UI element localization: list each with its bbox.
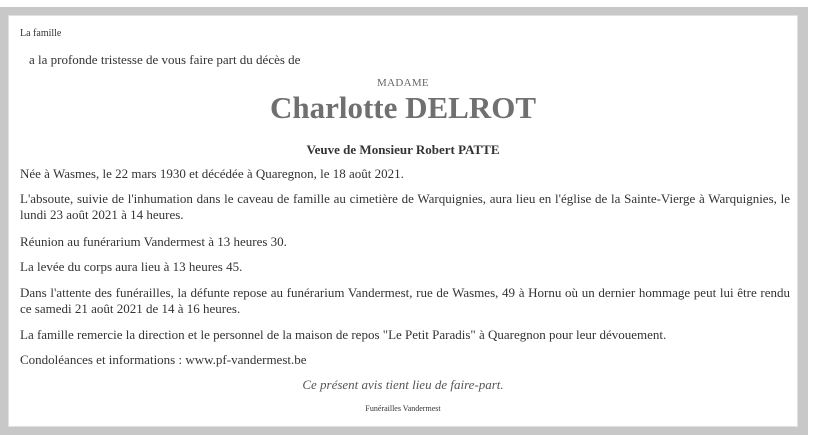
paragraph-visitation: Dans l'attente des funérailles, la défunte repose au funérarium Vandermest, rue de Wasmes, 49 à Hornu où un dernier hommage peut lui être rendu ce samedi 21 août 2021 de 14 à 16 heures. (20, 285, 790, 316)
paragraph-birth-death: Née à Wasmes, le 22 mars 1930 et décédée à Quaregnon, le 18 août 2021. (20, 166, 404, 181)
death-notice (8, 15, 798, 427)
signature: Funérailles Vandermest (365, 404, 441, 413)
widow-of: Veuve de Monsieur Robert PATTE (306, 142, 500, 157)
family-label: La famille (20, 28, 62, 39)
paragraph-thanks: La famille remercie la direction et le personnel de la maison de repos "Le Petit Paradis" à Quaregnon pour leur dévouement. (20, 327, 667, 342)
notice-frame (0, 7, 808, 435)
intro-text: a la profonde tristesse de vous faire part du décès de (29, 52, 301, 67)
paragraph-condolences: Condoléances et informations : www.pf-vandermest.be (20, 352, 307, 367)
paragraph-departure: La levée du corps aura lieu à 13 heures 45. (20, 259, 243, 274)
paragraph-meeting: Réunion au funérarium Vandermest à 13 heures 30. (20, 234, 287, 249)
title-prefix: MADAME (377, 77, 429, 89)
deceased-name: Charlotte DELROT (269, 90, 537, 125)
paragraph-ceremony: L'absoute, suivie de l'inhumation dans le caveau de famille au cimetière de Warquignies, aura lieu en l'église de la Sainte-Vierge à Warquignies, le lundi 23 août 2021 à 14 heures. (20, 191, 790, 222)
closing-note: Ce présent avis tient lieu de faire-part. (302, 377, 504, 392)
